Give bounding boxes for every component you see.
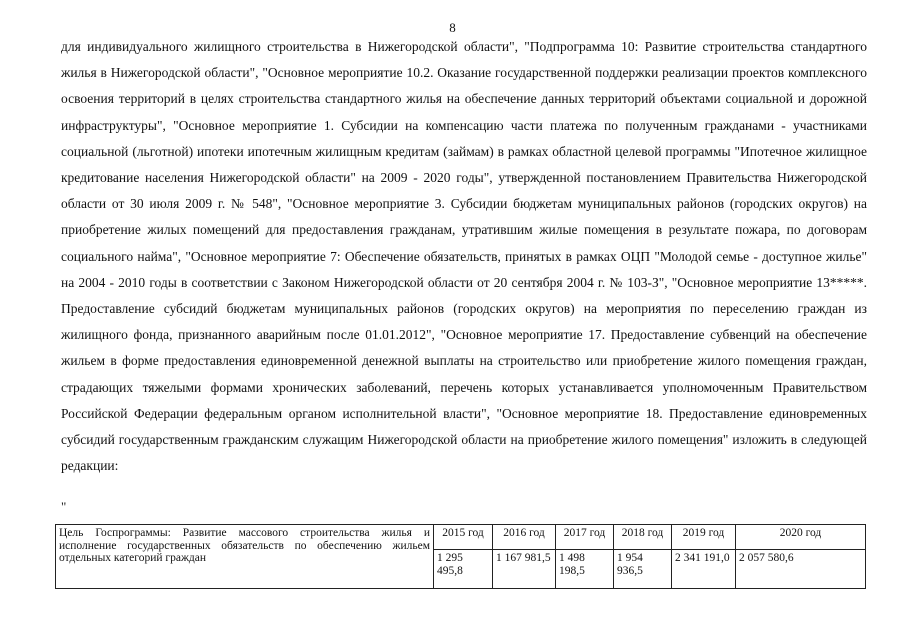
program-goal-cell: Цель Госпрограммы: Развитие массового строительства жилья и исполнение государственных обязательств по обеспечению жильем отдельных категорий граждан bbox=[56, 525, 434, 589]
year-header-2017: 2017 год bbox=[556, 525, 614, 550]
opening-quote-mark: " bbox=[61, 499, 67, 514]
value-2019: 2 341 191,0 bbox=[672, 550, 736, 589]
page-number: 8 bbox=[449, 20, 456, 35]
year-header-2016: 2016 год bbox=[493, 525, 556, 550]
value-2017: 1 498 198,5 bbox=[556, 550, 614, 589]
year-header-2018: 2018 год bbox=[614, 525, 672, 550]
value-2018: 1 954 936,5 bbox=[614, 550, 672, 589]
value-2020: 2 057 580,6 bbox=[736, 550, 866, 589]
funding-table bbox=[55, 524, 866, 589]
value-2015: 1 295 495,8 bbox=[434, 550, 493, 589]
year-header-2020: 2020 год bbox=[736, 525, 866, 550]
year-header-2015: 2015 год bbox=[434, 525, 493, 550]
year-header-2019: 2019 год bbox=[672, 525, 736, 550]
value-2016: 1 167 981,5 bbox=[493, 550, 556, 589]
body-paragraph: для индивидуального жилищного строительства в Нижегородской области", "Подпрограмма 10: Развитие строительства стандартного жилья в Нижегородской области", "Основное мероприятие 10.2. Оказание государственной поддержки реализации проектов комплексного освоения территорий в целях строительства стандартного жилья на обеспечение данных территорий объектами социальной и дорожной инфраструктуры", "Основное мероприятие 1. Субсидии на компенсацию части платежа по полученным гражданами - участниками социальной (льготной) ипотеки ипотечным жилищным кредитам (займам) в рамках областной целевой программы "Ипотечное жилищное кредитование населения Нижегородской области" на 2009 - 2020 годы", утвержденной постановлением Правительства Нижегородской области от 30 июля 2009 г. № 548", "Основное мероприятие 3. Субсидии бюджетам муниципальных районов (городских округов) на приобретение жилых помещений для предоставления гражданам, утратившим жилые помещения в результате пожара, по договорам социального найма", "Основное мероприятие 7: Обеспечение обязательств, принятых в рамках ОЦП "Молодой семье - доступное жилье" на 2004 - 2010 годы в соответствии с Законом Нижегородской области от 20 сентября 2004 г. № 103-З", "Основное мероприятие 13*****. Предоставление субсидий бюджетам муниципальных районов (городских округов) на мероприятия по переселению граждан из жилищного фонда, признанного аварийным после 01.01.2012", "Основное мероприятие 17. Предоставление субвенций на обеспечение жильем в форме предоставления единовременной денежной выплаты на строительство или приобретение жилого помещения граждан, страдающих тяжелыми формами хронических заболеваний, перечень которых устанавливается уполномоченным Правительством Российской Федерации федеральным органом исполнительной власти", "Основное мероприятие 18. Предоставление единовременных субсидий государственным гражданским служащим Нижегородской области на приобретение жилого помещения" изложить в следующей редакции: bbox=[61, 39, 867, 474]
